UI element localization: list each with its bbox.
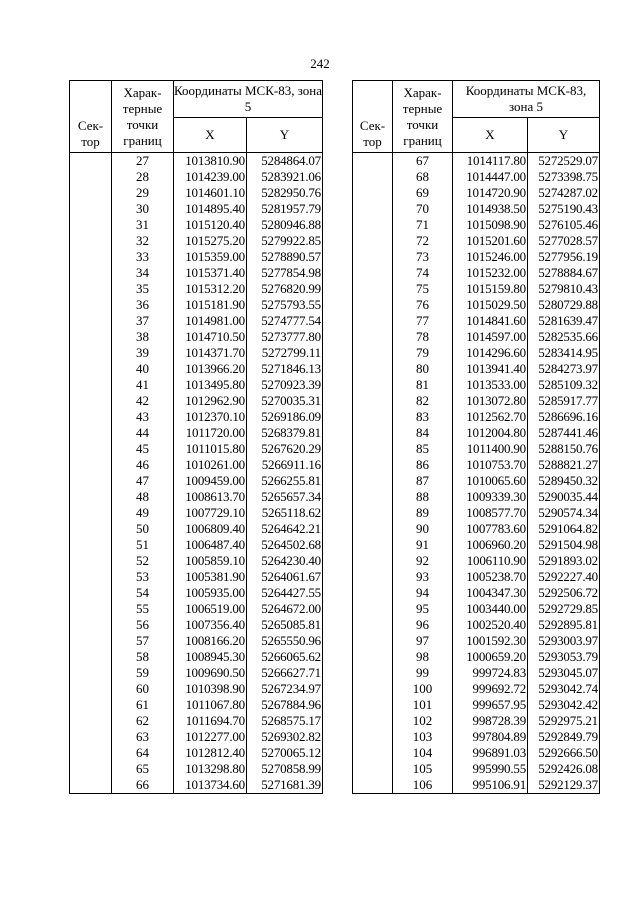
point-number-cell: 48 bbox=[112, 489, 174, 505]
point-number-cell: 92 bbox=[393, 553, 453, 569]
x-coordinate-cell: 1005859.10 bbox=[174, 553, 247, 569]
point-number-cell: 98 bbox=[393, 649, 453, 665]
y-coordinate-cell: 5272529.07 bbox=[528, 153, 600, 170]
table-body bbox=[353, 153, 600, 794]
point-number-cell: 33 bbox=[112, 249, 174, 265]
x-coordinate-cell: 1015098.90 bbox=[453, 217, 528, 233]
x-coordinate-cell: 1005238.70 bbox=[453, 569, 528, 585]
y-coordinate-cell: 5277956.19 bbox=[528, 249, 600, 265]
header-x: X bbox=[453, 118, 528, 153]
point-number-cell: 44 bbox=[112, 425, 174, 441]
x-coordinate-cell: 1007783.60 bbox=[453, 521, 528, 537]
x-coordinate-cell: 995106.91 bbox=[453, 777, 528, 794]
table-row bbox=[70, 153, 323, 170]
x-coordinate-cell: 1015371.40 bbox=[174, 265, 247, 281]
point-number-cell: 88 bbox=[393, 489, 453, 505]
y-coordinate-cell: 5286696.16 bbox=[528, 409, 600, 425]
y-coordinate-cell: 5293053.79 bbox=[528, 649, 600, 665]
y-coordinate-cell: 5275190.43 bbox=[528, 201, 600, 217]
x-coordinate-cell: 1013941.40 bbox=[453, 361, 528, 377]
x-coordinate-cell: 1012370.10 bbox=[174, 409, 247, 425]
point-number-cell: 28 bbox=[112, 169, 174, 185]
header-x: X bbox=[174, 118, 247, 153]
x-coordinate-cell: 1014938.50 bbox=[453, 201, 528, 217]
y-coordinate-cell: 5282535.66 bbox=[528, 329, 600, 345]
y-coordinate-cell: 5270858.99 bbox=[247, 761, 323, 777]
x-coordinate-cell: 1015181.90 bbox=[174, 297, 247, 313]
y-coordinate-cell: 5264642.21 bbox=[247, 521, 323, 537]
point-number-cell: 69 bbox=[393, 185, 453, 201]
x-coordinate-cell: 1011720.00 bbox=[174, 425, 247, 441]
x-coordinate-cell: 1008577.70 bbox=[453, 505, 528, 521]
y-coordinate-cell: 5267620.29 bbox=[247, 441, 323, 457]
point-number-cell: 42 bbox=[112, 393, 174, 409]
x-coordinate-cell: 1008945.30 bbox=[174, 649, 247, 665]
y-coordinate-cell: 5289450.32 bbox=[528, 473, 600, 489]
point-number-cell: 59 bbox=[112, 665, 174, 681]
point-number-cell: 31 bbox=[112, 217, 174, 233]
x-coordinate-cell: 1006110.90 bbox=[453, 553, 528, 569]
point-number-cell: 73 bbox=[393, 249, 453, 265]
point-number-cell: 64 bbox=[112, 745, 174, 761]
y-coordinate-cell: 5283921.06 bbox=[247, 169, 323, 185]
y-coordinate-cell: 5292895.81 bbox=[528, 617, 600, 633]
x-coordinate-cell: 1009459.00 bbox=[174, 473, 247, 489]
point-number-cell: 94 bbox=[393, 585, 453, 601]
point-number-cell: 47 bbox=[112, 473, 174, 489]
y-coordinate-cell: 5285109.32 bbox=[528, 377, 600, 393]
point-number-cell: 89 bbox=[393, 505, 453, 521]
x-coordinate-cell: 1012277.00 bbox=[174, 729, 247, 745]
point-number-cell: 77 bbox=[393, 313, 453, 329]
point-number-cell: 29 bbox=[112, 185, 174, 201]
x-coordinate-cell: 1007356.40 bbox=[174, 617, 247, 633]
x-coordinate-cell: 1014601.10 bbox=[174, 185, 247, 201]
x-coordinate-cell: 1014597.00 bbox=[453, 329, 528, 345]
y-coordinate-cell: 5269302.82 bbox=[247, 729, 323, 745]
point-number-cell: 45 bbox=[112, 441, 174, 457]
point-number-cell: 91 bbox=[393, 537, 453, 553]
y-coordinate-cell: 5271681.39 bbox=[247, 777, 323, 794]
point-number-cell: 81 bbox=[393, 377, 453, 393]
x-coordinate-cell: 1005935.00 bbox=[174, 585, 247, 601]
point-number-cell: 102 bbox=[393, 713, 453, 729]
y-coordinate-cell: 5264427.55 bbox=[247, 585, 323, 601]
point-number-cell: 78 bbox=[393, 329, 453, 345]
x-coordinate-cell: 1014296.60 bbox=[453, 345, 528, 361]
point-number-cell: 52 bbox=[112, 553, 174, 569]
point-number-cell: 99 bbox=[393, 665, 453, 681]
x-coordinate-cell: 1010261.00 bbox=[174, 457, 247, 473]
point-number-cell: 100 bbox=[393, 681, 453, 697]
x-coordinate-cell: 1015232.00 bbox=[453, 265, 528, 281]
y-coordinate-cell: 5287441.46 bbox=[528, 425, 600, 441]
y-coordinate-cell: 5267234.97 bbox=[247, 681, 323, 697]
point-number-cell: 96 bbox=[393, 617, 453, 633]
y-coordinate-cell: 5264502.68 bbox=[247, 537, 323, 553]
point-number-cell: 66 bbox=[112, 777, 174, 794]
page-number: 242 bbox=[310, 56, 330, 71]
y-coordinate-cell: 5290035.44 bbox=[528, 489, 600, 505]
x-coordinate-cell: 1014895.40 bbox=[174, 201, 247, 217]
x-coordinate-cell: 1007729.10 bbox=[174, 505, 247, 521]
y-coordinate-cell: 5265118.62 bbox=[247, 505, 323, 521]
x-coordinate-cell: 1015120.40 bbox=[174, 217, 247, 233]
point-number-cell: 105 bbox=[393, 761, 453, 777]
y-coordinate-cell: 5265550.96 bbox=[247, 633, 323, 649]
y-coordinate-cell: 5276105.46 bbox=[528, 217, 600, 233]
point-number-cell: 50 bbox=[112, 521, 174, 537]
point-number-cell: 70 bbox=[393, 201, 453, 217]
point-number-cell: 27 bbox=[112, 153, 174, 170]
point-number-cell: 53 bbox=[112, 569, 174, 585]
sector-cell bbox=[70, 153, 112, 794]
point-number-cell: 37 bbox=[112, 313, 174, 329]
y-coordinate-cell: 5283414.95 bbox=[528, 345, 600, 361]
x-coordinate-cell: 1013495.80 bbox=[174, 377, 247, 393]
x-coordinate-cell: 1014710.50 bbox=[174, 329, 247, 345]
point-number-cell: 63 bbox=[112, 729, 174, 745]
table-body bbox=[70, 153, 323, 794]
point-number-cell: 40 bbox=[112, 361, 174, 377]
x-coordinate-cell: 1013734.60 bbox=[174, 777, 247, 794]
point-number-cell: 85 bbox=[393, 441, 453, 457]
point-number-cell: 36 bbox=[112, 297, 174, 313]
header-y: Y bbox=[528, 118, 600, 153]
y-coordinate-cell: 5271846.13 bbox=[247, 361, 323, 377]
point-number-cell: 75 bbox=[393, 281, 453, 297]
x-coordinate-cell: 1000659.20 bbox=[453, 649, 528, 665]
y-coordinate-cell: 5277854.98 bbox=[247, 265, 323, 281]
x-coordinate-cell: 1014841.60 bbox=[453, 313, 528, 329]
y-coordinate-cell: 5269186.09 bbox=[247, 409, 323, 425]
x-coordinate-cell: 1013533.00 bbox=[453, 377, 528, 393]
x-coordinate-cell: 1015359.00 bbox=[174, 249, 247, 265]
x-coordinate-cell: 1009690.50 bbox=[174, 665, 247, 681]
y-coordinate-cell: 5266911.16 bbox=[247, 457, 323, 473]
y-coordinate-cell: 5285917.77 bbox=[528, 393, 600, 409]
header-y: Y bbox=[247, 118, 323, 153]
y-coordinate-cell: 5293042.74 bbox=[528, 681, 600, 697]
x-coordinate-cell: 999692.72 bbox=[453, 681, 528, 697]
x-coordinate-cell: 1013298.80 bbox=[174, 761, 247, 777]
point-number-cell: 32 bbox=[112, 233, 174, 249]
x-coordinate-cell: 1010753.70 bbox=[453, 457, 528, 473]
x-coordinate-cell: 1010398.90 bbox=[174, 681, 247, 697]
x-coordinate-cell: 1015029.50 bbox=[453, 297, 528, 313]
point-number-cell: 55 bbox=[112, 601, 174, 617]
point-number-cell: 84 bbox=[393, 425, 453, 441]
x-coordinate-cell: 1011694.70 bbox=[174, 713, 247, 729]
point-number-cell: 97 bbox=[393, 633, 453, 649]
x-coordinate-cell: 1012004.80 bbox=[453, 425, 528, 441]
point-number-cell: 43 bbox=[112, 409, 174, 425]
y-coordinate-cell: 5264672.00 bbox=[247, 601, 323, 617]
coordinates-table-right bbox=[352, 80, 600, 794]
x-coordinate-cell: 1006519.00 bbox=[174, 601, 247, 617]
point-number-cell: 106 bbox=[393, 777, 453, 794]
point-number-cell: 56 bbox=[112, 617, 174, 633]
y-coordinate-cell: 5281957.79 bbox=[247, 201, 323, 217]
header-sector: Сек-тор bbox=[353, 81, 393, 153]
point-number-cell: 39 bbox=[112, 345, 174, 361]
x-coordinate-cell: 1003440.00 bbox=[453, 601, 528, 617]
point-number-cell: 95 bbox=[393, 601, 453, 617]
y-coordinate-cell: 5267884.96 bbox=[247, 697, 323, 713]
x-coordinate-cell: 1006487.40 bbox=[174, 537, 247, 553]
y-coordinate-cell: 5275793.55 bbox=[247, 297, 323, 313]
x-coordinate-cell: 1012962.90 bbox=[174, 393, 247, 409]
y-coordinate-cell: 5293045.07 bbox=[528, 665, 600, 681]
point-number-cell: 38 bbox=[112, 329, 174, 345]
point-number-cell: 86 bbox=[393, 457, 453, 473]
point-number-cell: 93 bbox=[393, 569, 453, 585]
x-coordinate-cell: 1014720.90 bbox=[453, 185, 528, 201]
y-coordinate-cell: 5292666.50 bbox=[528, 745, 600, 761]
x-coordinate-cell: 1014447.00 bbox=[453, 169, 528, 185]
x-coordinate-cell: 1015201.60 bbox=[453, 233, 528, 249]
x-coordinate-cell: 999724.83 bbox=[453, 665, 528, 681]
x-coordinate-cell: 999657.95 bbox=[453, 697, 528, 713]
y-coordinate-cell: 5266255.81 bbox=[247, 473, 323, 489]
point-number-cell: 103 bbox=[393, 729, 453, 745]
point-number-cell: 82 bbox=[393, 393, 453, 409]
y-coordinate-cell: 5292729.85 bbox=[528, 601, 600, 617]
y-coordinate-cell: 5291893.02 bbox=[528, 553, 600, 569]
y-coordinate-cell: 5264230.40 bbox=[247, 553, 323, 569]
y-coordinate-cell: 5292129.37 bbox=[528, 777, 600, 794]
point-number-cell: 54 bbox=[112, 585, 174, 601]
table-row bbox=[353, 153, 600, 170]
sector-cell bbox=[353, 153, 393, 794]
x-coordinate-cell: 1015159.80 bbox=[453, 281, 528, 297]
point-number-cell: 90 bbox=[393, 521, 453, 537]
y-coordinate-cell: 5276820.99 bbox=[247, 281, 323, 297]
x-coordinate-cell: 1014239.00 bbox=[174, 169, 247, 185]
y-coordinate-cell: 5284864.07 bbox=[247, 153, 323, 170]
y-coordinate-cell: 5264061.67 bbox=[247, 569, 323, 585]
point-number-cell: 62 bbox=[112, 713, 174, 729]
x-coordinate-cell: 1006960.20 bbox=[453, 537, 528, 553]
point-number-cell: 61 bbox=[112, 697, 174, 713]
coordinates-table-left bbox=[69, 80, 323, 794]
x-coordinate-cell: 1014371.70 bbox=[174, 345, 247, 361]
point-number-cell: 34 bbox=[112, 265, 174, 281]
x-coordinate-cell: 1001592.30 bbox=[453, 633, 528, 649]
point-number-cell: 74 bbox=[393, 265, 453, 281]
point-number-cell: 35 bbox=[112, 281, 174, 297]
point-number-cell: 41 bbox=[112, 377, 174, 393]
x-coordinate-cell: 1002520.40 bbox=[453, 617, 528, 633]
point-number-cell: 51 bbox=[112, 537, 174, 553]
x-coordinate-cell: 997804.89 bbox=[453, 729, 528, 745]
y-coordinate-cell: 5280729.88 bbox=[528, 297, 600, 313]
y-coordinate-cell: 5277028.57 bbox=[528, 233, 600, 249]
y-coordinate-cell: 5292227.40 bbox=[528, 569, 600, 585]
header-points: Харак-терные точки границ bbox=[112, 81, 174, 153]
x-coordinate-cell: 1013810.90 bbox=[174, 153, 247, 170]
point-number-cell: 60 bbox=[112, 681, 174, 697]
x-coordinate-cell: 1011067.80 bbox=[174, 697, 247, 713]
point-number-cell: 65 bbox=[112, 761, 174, 777]
x-coordinate-cell: 1008166.20 bbox=[174, 633, 247, 649]
y-coordinate-cell: 5293003.97 bbox=[528, 633, 600, 649]
y-coordinate-cell: 5270035.31 bbox=[247, 393, 323, 409]
x-coordinate-cell: 1004347.30 bbox=[453, 585, 528, 601]
y-coordinate-cell: 5292506.72 bbox=[528, 585, 600, 601]
y-coordinate-cell: 5265085.81 bbox=[247, 617, 323, 633]
y-coordinate-cell: 5282950.76 bbox=[247, 185, 323, 201]
y-coordinate-cell: 5288821.27 bbox=[528, 457, 600, 473]
header-points: Харак-терные точки границ bbox=[393, 81, 453, 153]
header-coordinates: Координаты МСК-83, зона 5 bbox=[453, 81, 600, 118]
x-coordinate-cell: 1011015.80 bbox=[174, 441, 247, 457]
x-coordinate-cell: 1011400.90 bbox=[453, 441, 528, 457]
point-number-cell: 101 bbox=[393, 697, 453, 713]
y-coordinate-cell: 5280946.88 bbox=[247, 217, 323, 233]
point-number-cell: 80 bbox=[393, 361, 453, 377]
x-coordinate-cell: 1015275.20 bbox=[174, 233, 247, 249]
y-coordinate-cell: 5291064.82 bbox=[528, 521, 600, 537]
y-coordinate-cell: 5279810.43 bbox=[528, 281, 600, 297]
x-coordinate-cell: 1010065.60 bbox=[453, 473, 528, 489]
header-sector: Сек-тор bbox=[70, 81, 112, 153]
y-coordinate-cell: 5288150.76 bbox=[528, 441, 600, 457]
x-coordinate-cell: 1014117.80 bbox=[453, 153, 528, 170]
point-number-cell: 79 bbox=[393, 345, 453, 361]
y-coordinate-cell: 5293042.42 bbox=[528, 697, 600, 713]
point-number-cell: 30 bbox=[112, 201, 174, 217]
y-coordinate-cell: 5292426.08 bbox=[528, 761, 600, 777]
y-coordinate-cell: 5279922.85 bbox=[247, 233, 323, 249]
x-coordinate-cell: 1013072.80 bbox=[453, 393, 528, 409]
point-number-cell: 83 bbox=[393, 409, 453, 425]
point-number-cell: 87 bbox=[393, 473, 453, 489]
x-coordinate-cell: 1013966.20 bbox=[174, 361, 247, 377]
point-number-cell: 49 bbox=[112, 505, 174, 521]
point-number-cell: 104 bbox=[393, 745, 453, 761]
x-coordinate-cell: 1005381.90 bbox=[174, 569, 247, 585]
y-coordinate-cell: 5266627.71 bbox=[247, 665, 323, 681]
point-number-cell: 71 bbox=[393, 217, 453, 233]
x-coordinate-cell: 1015246.00 bbox=[453, 249, 528, 265]
x-coordinate-cell: 1012812.40 bbox=[174, 745, 247, 761]
y-coordinate-cell: 5292849.79 bbox=[528, 729, 600, 745]
point-number-cell: 58 bbox=[112, 649, 174, 665]
point-number-cell: 68 bbox=[393, 169, 453, 185]
y-coordinate-cell: 5284273.97 bbox=[528, 361, 600, 377]
y-coordinate-cell: 5265657.34 bbox=[247, 489, 323, 505]
y-coordinate-cell: 5274287.02 bbox=[528, 185, 600, 201]
x-coordinate-cell: 996891.03 bbox=[453, 745, 528, 761]
x-coordinate-cell: 1009339.30 bbox=[453, 489, 528, 505]
x-coordinate-cell: 1014981.00 bbox=[174, 313, 247, 329]
y-coordinate-cell: 5266065.62 bbox=[247, 649, 323, 665]
x-coordinate-cell: 1015312.20 bbox=[174, 281, 247, 297]
y-coordinate-cell: 5270923.39 bbox=[247, 377, 323, 393]
y-coordinate-cell: 5292975.21 bbox=[528, 713, 600, 729]
point-number-cell: 72 bbox=[393, 233, 453, 249]
point-number-cell: 57 bbox=[112, 633, 174, 649]
y-coordinate-cell: 5278890.57 bbox=[247, 249, 323, 265]
y-coordinate-cell: 5274777.54 bbox=[247, 313, 323, 329]
y-coordinate-cell: 5272799.11 bbox=[247, 345, 323, 361]
x-coordinate-cell: 1006809.40 bbox=[174, 521, 247, 537]
y-coordinate-cell: 5273398.75 bbox=[528, 169, 600, 185]
point-number-cell: 67 bbox=[393, 153, 453, 170]
y-coordinate-cell: 5278884.67 bbox=[528, 265, 600, 281]
point-number-cell: 76 bbox=[393, 297, 453, 313]
header-coordinates: Координаты МСК-83, зона 5 bbox=[174, 81, 323, 118]
y-coordinate-cell: 5290574.34 bbox=[528, 505, 600, 521]
x-coordinate-cell: 998728.39 bbox=[453, 713, 528, 729]
y-coordinate-cell: 5268575.17 bbox=[247, 713, 323, 729]
y-coordinate-cell: 5291504.98 bbox=[528, 537, 600, 553]
x-coordinate-cell: 1008613.70 bbox=[174, 489, 247, 505]
x-coordinate-cell: 995990.55 bbox=[453, 761, 528, 777]
x-coordinate-cell: 1012562.70 bbox=[453, 409, 528, 425]
y-coordinate-cell: 5281639.47 bbox=[528, 313, 600, 329]
point-number-cell: 46 bbox=[112, 457, 174, 473]
y-coordinate-cell: 5273777.80 bbox=[247, 329, 323, 345]
y-coordinate-cell: 5268379.81 bbox=[247, 425, 323, 441]
y-coordinate-cell: 5270065.12 bbox=[247, 745, 323, 761]
